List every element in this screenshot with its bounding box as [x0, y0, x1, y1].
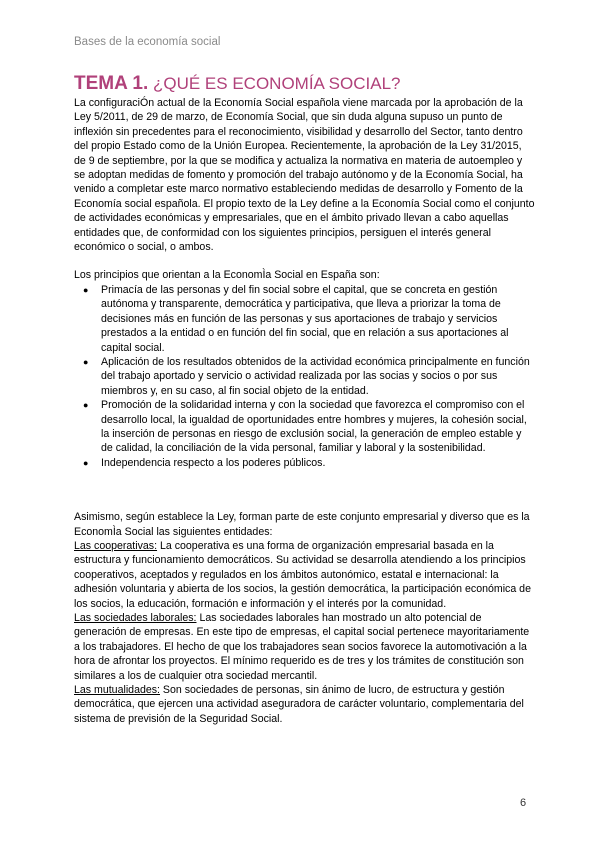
principles-list	[74, 283, 536, 470]
body-content	[74, 96, 536, 726]
entity-description: La cooperativa es una forma de organización empresarial basada en la estructura y funcionamiento democráticos. Su actividad se desarrolla atendiendo a los principios cooperativos, aceptados y regulados en los ámbitos autonómico, estatal e internacional: la adhesión voluntaria y abierta de los socios, la gestión democrática, la participación económica de los socios, la educación, formación e información y el interés por la comunidad.	[74, 539, 531, 610]
entity-mutualidades	[74, 683, 536, 726]
title-number: TEMA 1.	[74, 73, 149, 94]
entity-cooperativas	[74, 539, 536, 611]
entity-term: Las cooperativas:	[74, 539, 158, 552]
page-number: 6	[520, 797, 527, 809]
entity-term: Las sociedades laborales:	[74, 612, 197, 624]
principle-item: ● Aplicación de los resultados obtenidos de la actividad económica principalmente en función del trabajo aportado y servicio o actividad realizada por las socias y socios o por sus miembros y, en su caso, al fin social objeto de la entidad.	[101, 355, 536, 398]
entity-description: Son sociedades de personas, sin ánimo de lucro, de estructura y gestión democrática, que ejercen una actividad aseguradora de carácter voluntario, complementaria del sistema de previsión de la Seguridad Social.	[74, 684, 524, 725]
principles-lead: Los principios que orientan a la EconomÌa Social en España son:	[74, 269, 380, 282]
principle-item: ● Independencia respecto a los poderes públicos.	[101, 456, 536, 470]
principle-item: ● Promoción de la solidaridad interna y con la sociedad que favorezca el compromiso con el desarrollo local, la igualdad de oportunidades entre hombres y mujeres, la cohesión social, la inserción de personas en riesgo de exclusión social, la generación de empleo estable y de calidad, la conciliación de la vida personal, familiar y laboral y la sostenibilidad.	[101, 398, 536, 456]
entity-term: Las mutualidades:	[74, 684, 160, 697]
page-title	[74, 74, 401, 94]
principle-item: ● Primacía de las personas y del fin social sobre el capital, que se concreta en gestión autónoma y transparente, democrática y participativa, que lleva a priorizar la toma de decisiones más en función de las personas y sus aportaciones de trabajo y servicios prestados a la entidad o en función del fin social, que en relación a sus aportaciones al capital social.	[101, 283, 536, 355]
title-text: ¿QUÉ ES ECONOMÍA SOCIAL?	[152, 74, 401, 93]
entity-sociedades-laborales	[74, 611, 536, 683]
entities-lead: Asimismo, según establece la Ley, forman parte de este conjunto empresarial y diverso que es la EconomÌa Social las siguientes entidades:	[74, 511, 530, 538]
entity-description: Las sociedades laborales han mostrado un alto potencial de generación de empresas. En este tipo de empresas, el capital social pertenece mayoritariamente a los trabajadores. El hecho de que los trabajadores sean socios favorece la automotivación a la hora de afrontar los proyectos. El mínimo requerido es de tres y los trámites de constitución son similares a los de cualquier otra sociedad mercantil.	[74, 612, 530, 682]
intro-paragraph: La configuraciÓn actual de la Economía Social española viene marcada por la aprobación de la Ley 5/2011, de 29 de marzo, de Economía Social, que sin duda alguna supuso un punto de inflexión sin precedentes para el reconocimiento, visibilidad y desarrollo del Sector, tanto dentro del propio Estado como de la Unión Europea. Recientemente, la aprobación de la Ley 31/2015, de 9 de septiembre, por la que se modifica y actualiza la normativa en materia de autoempleo y se adoptan medidas de fomento y promoción del trabajo autónomo y de la Economía Social, ha venido a completar este marco normativo estableciendo medidas de desarrollo y Fomento de la Economía social española. El propio texto de la Ley define a la Economía Social como el conjunto de actividades económicas y empresariales, que en el ámbito privado llevan a cabo aquellas entidades que, de conformidad con los siguientes principios, persiguen el interés general económico o social, o ambos.	[74, 97, 535, 254]
running-header: Bases de la economía social	[74, 36, 221, 48]
